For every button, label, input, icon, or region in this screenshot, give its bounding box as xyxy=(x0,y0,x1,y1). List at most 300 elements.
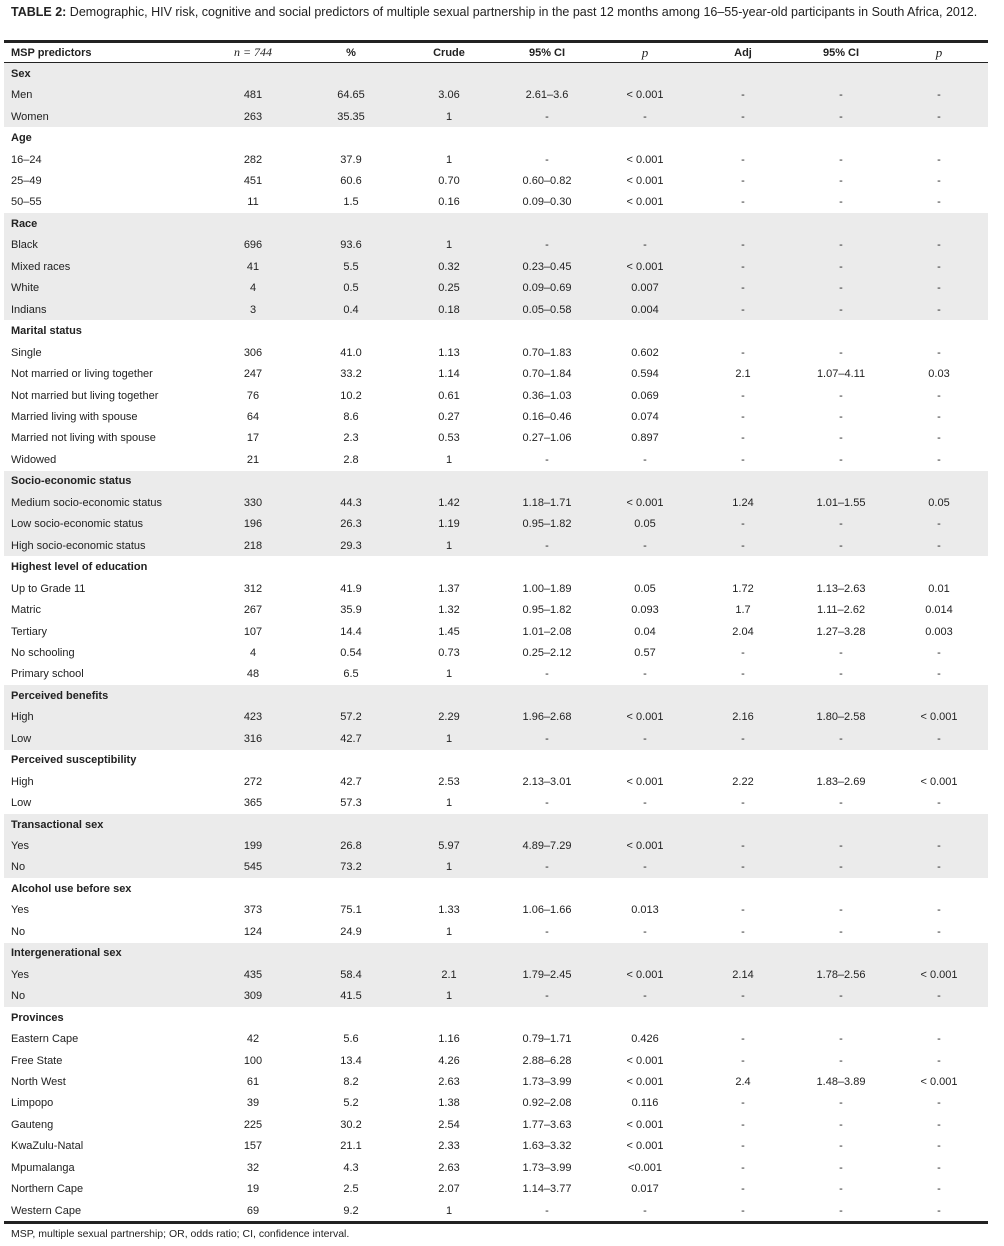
table-cell: - xyxy=(890,514,988,535)
table-cell: - xyxy=(937,1204,941,1217)
table-cell: - xyxy=(694,235,792,256)
table-cell: 2.63 xyxy=(438,1161,460,1174)
group-header-row xyxy=(4,750,988,771)
table-cell: < 0.001 xyxy=(626,174,664,187)
table-cell: - xyxy=(937,1161,941,1174)
table-cell: - xyxy=(741,432,745,445)
table-cell: - xyxy=(596,857,694,878)
table-cell: 1.07–4.11 xyxy=(816,368,866,381)
table-cell: 1.5 xyxy=(343,196,359,209)
table-cell: 1 xyxy=(445,668,453,681)
table-cell: - xyxy=(694,535,792,556)
table-cell: - xyxy=(839,1161,843,1174)
table-cell: - xyxy=(741,1161,745,1174)
table-cell: 0.05–0.58 xyxy=(498,299,596,320)
col-header-percent: % xyxy=(346,46,356,59)
table-cell: 1 xyxy=(445,797,453,810)
table-row xyxy=(4,900,988,921)
table-cell: 0.594 xyxy=(631,368,659,381)
table-cell: 2.29 xyxy=(400,707,498,728)
row-label: White xyxy=(4,278,204,299)
table-cell: < 0.001 xyxy=(596,84,694,105)
table-cell: 0.602 xyxy=(631,346,659,359)
table-cell: - xyxy=(890,857,988,878)
table-cell: 1.80–2.58 xyxy=(792,707,890,728)
table-cell: 32 xyxy=(246,1161,260,1174)
table-cell: - xyxy=(792,106,890,127)
table-cell: 17 xyxy=(246,432,260,445)
row-label: 16–24 xyxy=(11,153,42,166)
table-cell: 312 xyxy=(243,582,263,595)
table-cell: - xyxy=(741,1183,745,1196)
table-cell: - xyxy=(643,453,647,466)
table-cell: 57.2 xyxy=(302,707,400,728)
table-cell: 1.73–3.99 xyxy=(522,1076,572,1089)
table-cell: 41.9 xyxy=(340,582,362,595)
table-cell: 42 xyxy=(246,1033,260,1046)
table-cell: 5.97 xyxy=(400,835,498,856)
table-cell: - xyxy=(890,728,988,749)
table-cell: 0.61 xyxy=(438,389,460,402)
table-cell: < 0.001 xyxy=(596,835,694,856)
table-cell: 33.2 xyxy=(340,368,362,381)
table-row xyxy=(4,642,988,663)
table-cell: - xyxy=(839,153,843,166)
table-row xyxy=(4,449,988,470)
table-cell: 2.14 xyxy=(694,964,792,985)
table-cell: 267 xyxy=(243,604,263,617)
table-cell: - xyxy=(937,453,941,466)
row-label: No xyxy=(4,985,204,1006)
table-row xyxy=(4,578,988,599)
table-row xyxy=(4,1028,988,1049)
table-cell: 60.6 xyxy=(340,174,362,187)
table-cell: - xyxy=(839,432,843,445)
table-cell: 41.5 xyxy=(302,985,400,1006)
table-cell: - xyxy=(694,106,792,127)
row-label: No xyxy=(4,857,204,878)
table-cell: 1.79–2.45 xyxy=(498,964,596,985)
table-cell: - xyxy=(545,925,549,938)
table-cell: - xyxy=(839,1204,843,1217)
table-cell: 1.27–3.28 xyxy=(816,625,866,638)
table-cell: - xyxy=(741,196,745,209)
table-cell: 0.25 xyxy=(400,278,498,299)
table-cell: - xyxy=(545,453,549,466)
table-cell: 1.83–2.69 xyxy=(816,775,866,788)
table-cell: - xyxy=(839,453,843,466)
table-cell: 1 xyxy=(400,728,498,749)
group-header-row xyxy=(4,556,988,577)
table-cell: 30.2 xyxy=(340,1118,362,1131)
table-cell: 2.16 xyxy=(694,707,792,728)
table-cell: 4 xyxy=(249,646,257,659)
table-cell: - xyxy=(792,535,890,556)
table-cell: 64 xyxy=(246,410,260,423)
table-cell: - xyxy=(937,389,941,402)
table-cell: 0.70–1.84 xyxy=(522,368,572,381)
table-cell: 451 xyxy=(243,174,263,187)
table-cell: - xyxy=(839,904,843,917)
table-cell: < 0.001 xyxy=(920,775,958,788)
table-cell: - xyxy=(741,1140,745,1153)
group-title: Alcohol use before sex xyxy=(11,882,132,895)
table-cell: - xyxy=(890,535,988,556)
table-cell: 0.007 xyxy=(596,278,694,299)
row-label: Primary school xyxy=(11,668,84,681)
table-cell: - xyxy=(596,106,694,127)
table-cell: - xyxy=(596,728,694,749)
table-footnote: MSP, multiple sexual partnership; OR, odds ratio; CI, confidence interval. xyxy=(11,1228,350,1240)
row-label: Eastern Cape xyxy=(11,1033,79,1046)
table-row xyxy=(4,278,988,299)
table-cell: 1.32 xyxy=(438,604,460,617)
group-title: Age xyxy=(11,132,32,145)
table-cell: 1.06–1.66 xyxy=(522,904,572,917)
group-title: Transactional sex xyxy=(4,814,988,835)
row-label: No xyxy=(11,925,26,938)
table-cell: 1.73–3.99 xyxy=(522,1161,572,1174)
table-cell: - xyxy=(890,235,988,256)
table-cell: 124 xyxy=(243,925,263,938)
table-cell: 0.18 xyxy=(400,299,498,320)
table-cell: - xyxy=(643,668,647,681)
table-row xyxy=(4,170,988,191)
row-label: High socio-economic status xyxy=(4,535,204,556)
table-cell: - xyxy=(694,84,792,105)
table-cell: 1.16 xyxy=(438,1033,460,1046)
table-cell: 8.2 xyxy=(343,1076,359,1089)
table-cell: 196 xyxy=(204,514,302,535)
group-title: Provinces xyxy=(11,1011,64,1024)
table-cell: 157 xyxy=(243,1140,263,1153)
table-row xyxy=(4,149,988,170)
table-cell: - xyxy=(937,1097,941,1110)
table-cell: 309 xyxy=(204,985,302,1006)
table-cell: 1 xyxy=(445,453,453,466)
group-header-row xyxy=(4,320,988,341)
table-cell: - xyxy=(839,389,843,402)
table-cell: - xyxy=(839,1033,843,1046)
table-cell: 423 xyxy=(204,707,302,728)
table-cell: - xyxy=(741,1054,745,1067)
table-cell: 0.093 xyxy=(631,604,659,617)
table-cell: 0.53 xyxy=(438,432,460,445)
table-cell: < 0.001 xyxy=(626,153,664,166)
group-header-row xyxy=(4,943,988,964)
row-label: Black xyxy=(4,235,204,256)
table-cell: 13.4 xyxy=(340,1054,362,1067)
table-cell: - xyxy=(792,835,890,856)
row-label: High xyxy=(4,707,204,728)
table-cell: - xyxy=(839,925,843,938)
group-header-row xyxy=(4,1007,988,1028)
table-cell: 225 xyxy=(243,1118,263,1131)
table-cell: - xyxy=(839,1183,843,1196)
group-header-row xyxy=(4,127,988,148)
row-label: Limpopo xyxy=(11,1097,54,1110)
table-cell: 0.27–1.06 xyxy=(522,432,572,445)
table-cell: 1.38 xyxy=(438,1097,460,1110)
group-title: Intergenerational sex xyxy=(4,943,988,964)
table-cell: - xyxy=(890,299,988,320)
table-cell: 330 xyxy=(204,492,302,513)
table-cell: - xyxy=(890,256,988,277)
table-cell: - xyxy=(741,1097,745,1110)
table-cell: < 0.001 xyxy=(596,964,694,985)
table-cell: 35.35 xyxy=(302,106,400,127)
table-cell: < 0.001 xyxy=(626,196,664,209)
table-cell: 100 xyxy=(243,1054,263,1067)
table-cell: 0.23–0.45 xyxy=(498,256,596,277)
table-cell: 481 xyxy=(204,84,302,105)
table-cell: - xyxy=(596,535,694,556)
table-cell: 26.3 xyxy=(302,514,400,535)
table-cell: 6.5 xyxy=(343,668,359,681)
table-cell: - xyxy=(741,1204,745,1217)
table-cell: - xyxy=(792,728,890,749)
table-cell: - xyxy=(792,235,890,256)
table-row xyxy=(4,728,988,749)
row-label: Free State xyxy=(11,1054,63,1067)
table-cell: 0.95–1.82 xyxy=(498,514,596,535)
row-label: High xyxy=(11,775,34,788)
table-cell: - xyxy=(741,925,745,938)
table-cell: - xyxy=(937,904,941,917)
table-row xyxy=(4,921,988,942)
table-cell: - xyxy=(937,1033,941,1046)
table-cell: 0.73 xyxy=(438,646,460,659)
table-cell: - xyxy=(596,985,694,1006)
table-cell: 0.05 xyxy=(596,514,694,535)
table-cell: - xyxy=(694,857,792,878)
table-cell: - xyxy=(694,728,792,749)
table-cell: 1 xyxy=(400,985,498,1006)
table-cell: - xyxy=(741,453,745,466)
row-label: Low socio-economic status xyxy=(4,514,204,535)
table-cell: 247 xyxy=(243,368,263,381)
table-cell: 0.013 xyxy=(631,904,659,917)
table-cell: - xyxy=(937,174,941,187)
col-header-crude-p: p xyxy=(641,44,649,60)
table-cell: 1.24 xyxy=(694,492,792,513)
table-cell: - xyxy=(498,985,596,1006)
row-label: Indians xyxy=(4,299,204,320)
group-header-row xyxy=(4,213,988,234)
table-cell: 1 xyxy=(445,153,453,166)
row-label: Single xyxy=(11,346,42,359)
table-cell: 2.1 xyxy=(735,368,751,381)
table-cell: - xyxy=(792,84,890,105)
table-cell: 0.32 xyxy=(400,256,498,277)
table-row xyxy=(4,835,988,856)
row-label: Not married or living together xyxy=(11,368,153,381)
table-cell: - xyxy=(741,1033,745,1046)
row-label: Gauteng xyxy=(11,1118,54,1131)
table-cell: 2.33 xyxy=(438,1140,460,1153)
col-header-n: n = 744 xyxy=(233,45,273,59)
table-row xyxy=(4,342,988,363)
table-cell: 0.16–0.46 xyxy=(522,410,572,423)
group-header-row xyxy=(4,471,988,492)
table-cell: 0.05 xyxy=(634,582,656,595)
table-cell: 373 xyxy=(243,904,263,917)
table-cell: - xyxy=(792,299,890,320)
table-cell: 0.03 xyxy=(928,368,950,381)
table-row xyxy=(4,771,988,792)
table-cell: - xyxy=(890,985,988,1006)
table-cell: 64.65 xyxy=(302,84,400,105)
row-label: 25–49 xyxy=(11,174,42,187)
table-cell: 3 xyxy=(204,299,302,320)
table-cell: 0.09–0.30 xyxy=(522,196,572,209)
row-label: Widowed xyxy=(11,453,57,466)
caption-label: TABLE 2: xyxy=(11,5,67,19)
table-cell: 93.6 xyxy=(302,235,400,256)
table-cell: 0.09–0.69 xyxy=(498,278,596,299)
table-cell: 0.25–2.12 xyxy=(522,646,572,659)
table-cell: < 0.001 xyxy=(890,707,988,728)
table-cell: - xyxy=(937,797,941,810)
table-cell: < 0.001 xyxy=(626,1118,664,1131)
table-cell: 58.4 xyxy=(302,964,400,985)
table-cell: 1 xyxy=(400,106,498,127)
predictors-table xyxy=(4,40,988,1224)
table-caption xyxy=(11,5,986,20)
table-cell: 2.07 xyxy=(438,1183,460,1196)
table-row xyxy=(4,106,988,127)
table-cell: 5.6 xyxy=(343,1033,359,1046)
group-header-row xyxy=(4,63,988,85)
table-cell: 2.13–3.01 xyxy=(522,775,572,788)
table-cell: 44.3 xyxy=(302,492,400,513)
row-label: Low xyxy=(11,797,32,810)
table-cell: - xyxy=(937,925,941,938)
table-cell: - xyxy=(694,835,792,856)
row-label: Women xyxy=(4,106,204,127)
table-cell: - xyxy=(694,256,792,277)
table-cell: < 0.001 xyxy=(626,1140,664,1153)
table-cell: 61 xyxy=(246,1076,260,1089)
table-row xyxy=(4,1071,988,1092)
table-cell: - xyxy=(839,1118,843,1131)
table-cell: - xyxy=(545,1204,549,1217)
table-cell: 14.4 xyxy=(340,625,362,638)
table-row xyxy=(4,707,988,728)
col-header-crude-ci: 95% CI xyxy=(528,46,566,59)
table-row xyxy=(4,985,988,1006)
table-cell: 0.116 xyxy=(631,1097,659,1110)
table-cell: 2.8 xyxy=(343,453,359,466)
table-cell: - xyxy=(545,797,549,810)
table-cell: 1.11–2.62 xyxy=(816,604,866,617)
table-cell: 0.57 xyxy=(634,646,656,659)
table-cell: 21.1 xyxy=(340,1140,362,1153)
table-cell: - xyxy=(741,410,745,423)
table-row xyxy=(4,1157,988,1178)
table-cell: 26.8 xyxy=(302,835,400,856)
table-cell: 2.3 xyxy=(343,432,359,445)
table-row xyxy=(4,621,988,642)
table-cell: 0.54 xyxy=(340,646,362,659)
table-cell: 0.4 xyxy=(302,299,400,320)
table-row xyxy=(4,428,988,449)
table-cell: 2.04 xyxy=(732,625,754,638)
table-cell: 0.426 xyxy=(631,1033,659,1046)
table-cell: 2.53 xyxy=(438,775,460,788)
table-cell: 0.79–1.71 xyxy=(522,1033,572,1046)
table-cell: 545 xyxy=(204,857,302,878)
table-cell: 1.37 xyxy=(438,582,460,595)
table-row xyxy=(4,385,988,406)
group-title: Highest level of education xyxy=(11,561,148,574)
table-cell: 19 xyxy=(246,1183,260,1196)
table-cell: - xyxy=(890,84,988,105)
group-title: Socio-economic status xyxy=(4,471,988,492)
table-cell: - xyxy=(741,646,745,659)
table-cell: 1.33 xyxy=(438,904,460,917)
table-cell: 1.18–1.71 xyxy=(498,492,596,513)
table-cell: - xyxy=(839,1140,843,1153)
table-cell: 1 xyxy=(445,1204,453,1217)
table-cell: - xyxy=(839,346,843,359)
table-cell: 316 xyxy=(204,728,302,749)
table-cell: 282 xyxy=(243,153,263,166)
group-header-row xyxy=(4,685,988,706)
table-cell: 0.70 xyxy=(438,174,460,187)
table-row xyxy=(4,1136,988,1157)
table-cell: 57.3 xyxy=(340,797,362,810)
table-cell: 1.14–3.77 xyxy=(522,1183,572,1196)
table-cell: - xyxy=(937,1183,941,1196)
table-cell: 35.9 xyxy=(340,604,362,617)
table-cell: - xyxy=(545,153,549,166)
table-cell: 1 xyxy=(445,925,453,938)
table-cell: 41 xyxy=(204,256,302,277)
col-header-adj: Adj xyxy=(734,46,752,59)
table-cell: 4.3 xyxy=(343,1161,359,1174)
table-row xyxy=(4,1200,988,1223)
table-cell: 1.96–2.68 xyxy=(498,707,596,728)
table-cell: - xyxy=(937,1140,941,1153)
group-header-row xyxy=(4,878,988,899)
table-cell: 1.48–3.89 xyxy=(816,1076,866,1089)
table-cell: 2.63 xyxy=(438,1076,460,1089)
table-row xyxy=(4,363,988,384)
table-cell: - xyxy=(890,835,988,856)
table-cell: - xyxy=(694,514,792,535)
table-cell: - xyxy=(792,278,890,299)
table-cell: - xyxy=(937,196,941,209)
table-row xyxy=(4,1179,988,1200)
table-cell: 1 xyxy=(400,235,498,256)
table-cell: 1.14 xyxy=(438,368,460,381)
table-row xyxy=(4,235,988,256)
col-header-crude: Crude xyxy=(433,46,465,59)
table-cell: - xyxy=(839,410,843,423)
table-cell: - xyxy=(937,668,941,681)
table-cell: - xyxy=(890,278,988,299)
table-cell: 0.003 xyxy=(925,625,953,638)
table-cell: < 0.001 xyxy=(626,775,664,788)
table-cell: 0.05 xyxy=(890,492,988,513)
table-cell: 48 xyxy=(246,668,260,681)
table-cell: 10.2 xyxy=(340,389,362,402)
col-header-predictors: MSP predictors xyxy=(11,46,92,59)
table-cell: 1.13–2.63 xyxy=(816,582,866,595)
row-label: Yes xyxy=(11,904,29,917)
table-cell: 0.16 xyxy=(438,196,460,209)
